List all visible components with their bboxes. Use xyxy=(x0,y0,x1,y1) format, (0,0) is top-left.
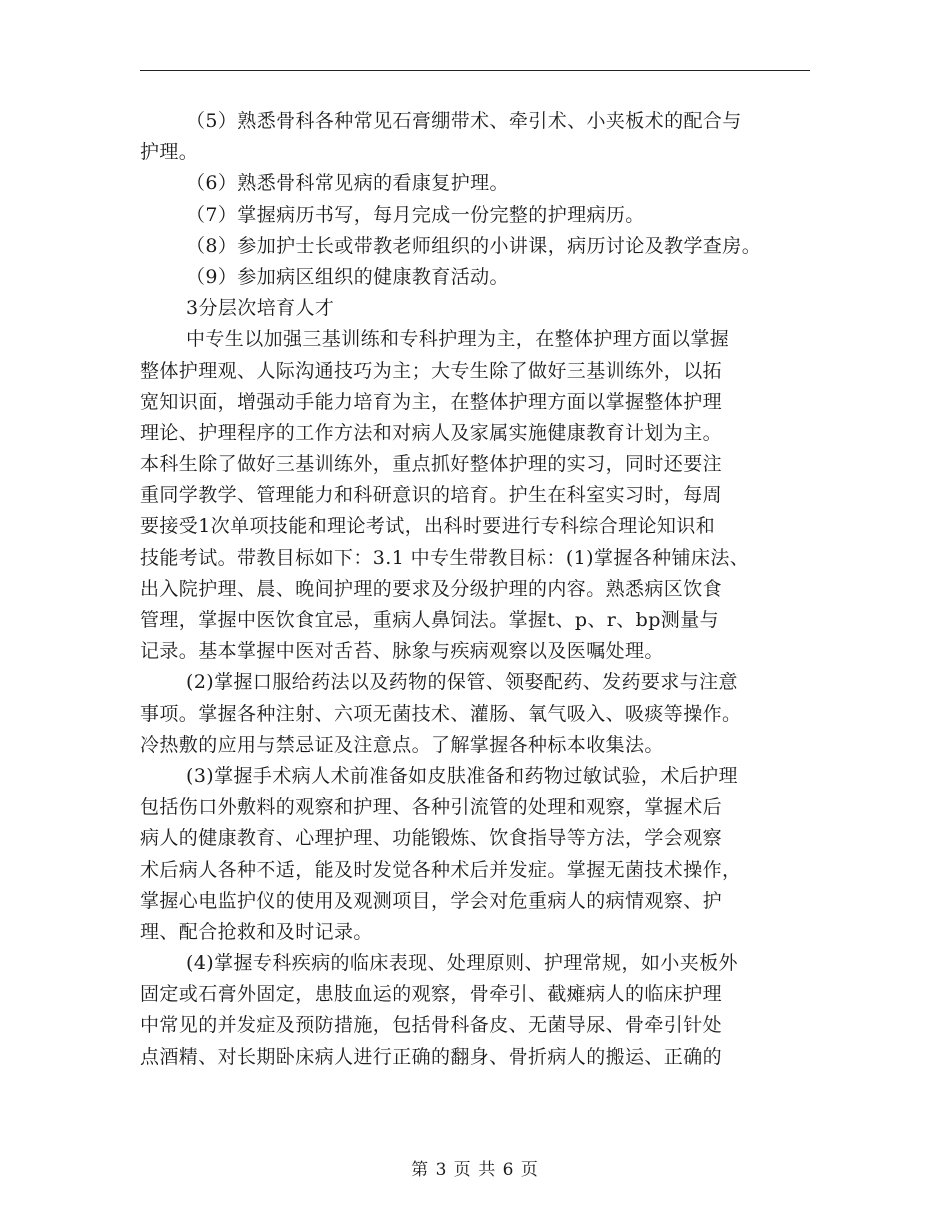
text-line: （6）熟悉骨科常见病的看康复护理。 xyxy=(186,172,509,195)
text-line: (2)掌握口服给药法以及药物的保管、领娶配药、发药要求与注意 xyxy=(186,671,738,694)
text-line: 3分层次培育人才 xyxy=(186,297,335,320)
text-line: （5）熟悉骨科各种常见石膏绷带术、牵引术、小夹板术的配合与 xyxy=(186,110,742,132)
text-line: 出入院护理、晨、晚间护理的要求及分级护理的内容。熟悉病区饮食 xyxy=(140,577,723,600)
text-line: (4)掌握专科疾病的临床表现、处理原则、护理常规，如小夹板外 xyxy=(186,952,738,975)
text-line: 固定或石膏外固定，患肢血运的观察，骨牵引、截瘫病人的临床护理 xyxy=(140,983,723,1006)
text-line: 整体护理观、人际沟通技巧为主；大专生除了做好三基训练外，以拓 xyxy=(140,359,723,382)
text-line: （7）掌握病历书写，每月完成一份完整的护理病历。 xyxy=(186,203,645,226)
text-line: 本科生除了做好三基训练外，重点抓好整体护理的实习，同时还要注 xyxy=(140,453,723,476)
text-line: 理、配合抢救和及时记录。 xyxy=(140,920,373,943)
text-line: 中专生以加强三基训练和专科护理为主，在整体护理方面以掌握 xyxy=(186,328,730,351)
text-line: 护理。 xyxy=(140,141,199,164)
text-line: 重同学教学、管理能力和科研意识的培育。护生在科室实习时，每周 xyxy=(140,484,723,507)
text-line: 记录。基本掌握中医对舌苔、脉象与疾病观察以及医嘱处理。 xyxy=(140,640,664,663)
text-line: 点酒精、对长期卧床病人进行正确的翻身、骨折病人的搬运、正确的 xyxy=(140,1045,723,1068)
page-footer: 第 3 页 共 6 页 xyxy=(411,1160,539,1180)
text-line: 包括伤口外敷料的观察和护理、各种引流管的处理和观察，掌握术后 xyxy=(140,796,723,819)
text-line: 术后病人各种不适，能及时发觉各种术后并发症。掌握无菌技术操作， xyxy=(140,858,742,881)
text-line: 事项。掌握各种注射、六项无菌技术、灌肠、氧气吸入、吸痰等操作。 xyxy=(140,702,742,725)
text-line: 宽知识面，增强动手能力培育为主，在整体护理方面以掌握整体护理 xyxy=(140,390,723,413)
header-rule xyxy=(140,70,810,71)
text-line: （8）参加护士长或带教老师组织的小讲课，病历讨论及教学查房。 xyxy=(186,234,762,257)
text-line: (3)掌握手术病人术前准备如皮肤准备和药物过敏试验，术后护理 xyxy=(186,764,738,787)
text-line: 理论、护理程序的工作方法和对病人及家属实施健康教育计划为主。 xyxy=(140,421,723,444)
text-line: 掌握心电监护仪的使用及观测项目，学会对危重病人的病情观察、护 xyxy=(140,889,723,912)
text-line: 要接受1次单项技能和理论考试，出科时要进行专科综合理论知识和 xyxy=(140,515,716,538)
text-line: 技能考试。带教目标如下：3.1 中专生带教目标：(1)掌握各种铺床法、 xyxy=(140,546,750,569)
text-line: 中常见的并发症及预防措施，包括骨科备皮、无菌导尿、骨牵引针处 xyxy=(140,1014,723,1037)
text-line: 管理，掌握中医饮食宜忌，重病人鼻饲法。掌握t、p、r、bp测量与 xyxy=(140,609,720,631)
text-line: （9）参加病区组织的健康教育活动。 xyxy=(186,265,509,288)
text-line: 病人的健康教育、心理护理、功能锻炼、饮食指导等方法，学会观察 xyxy=(140,827,723,850)
text-line: 冷热敷的应用与禁忌证及注意点。了解掌握各种标本收集法。 xyxy=(140,733,664,756)
body-text xyxy=(140,106,812,1073)
